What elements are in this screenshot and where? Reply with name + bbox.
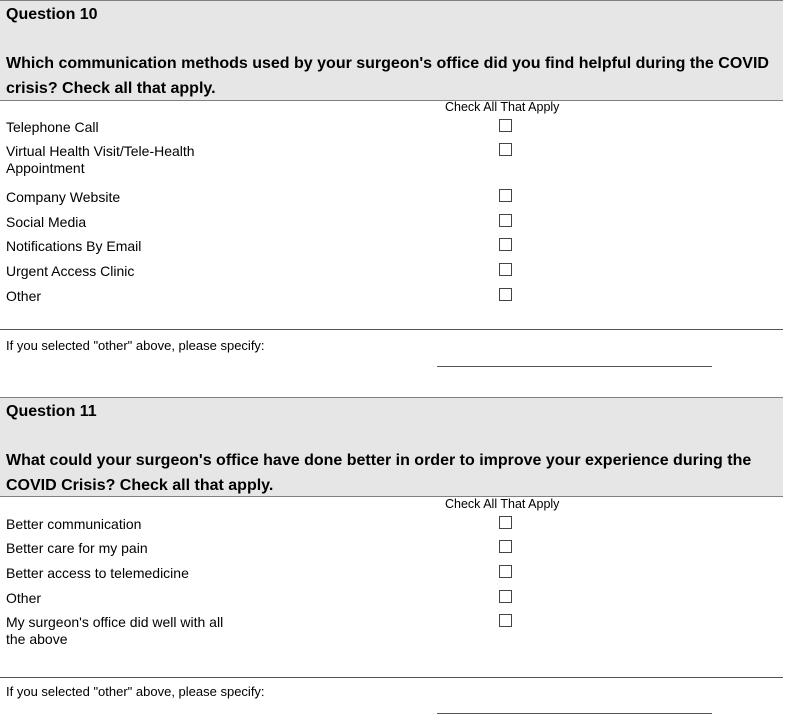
q11-header (0, 397, 783, 497)
q10-option-label: Other (6, 288, 42, 304)
q11-specify-input[interactable] (437, 713, 712, 714)
q10-specify-label: If you selected "other" above, please specify: (6, 338, 265, 353)
q10-divider (0, 329, 783, 330)
q11-divider (0, 677, 783, 678)
q10-checkbox-telephone-call[interactable] (499, 119, 512, 132)
q10-checkbox-social-media[interactable] (499, 214, 512, 227)
q11-number: Question 11 (6, 403, 97, 420)
q10-option-label: Telephone Call (6, 119, 99, 135)
q10-option-label: Notifications By Email (6, 238, 142, 254)
q11-checkbox-other[interactable] (499, 590, 512, 603)
q10-column-header: Check All That Apply (445, 100, 560, 114)
q11-checkbox-better-access-telemedicine[interactable] (499, 565, 512, 578)
q10-specify-input[interactable] (437, 366, 712, 367)
q11-option-label: Better communication (6, 516, 142, 532)
q10-checkbox-company-website[interactable] (499, 189, 512, 202)
q11-column-header: Check All That Apply (445, 497, 560, 511)
q11-option-label: My surgeon's office did well with all the above (6, 614, 224, 647)
q10-option-label: Social Media (6, 214, 87, 230)
q10-option-label: Company Website (6, 189, 121, 205)
q11-checkbox-did-well[interactable] (499, 614, 512, 627)
q11-option-label: Better access to telemedicine (6, 565, 189, 581)
q10-checkbox-virtual-health-visit[interactable] (499, 143, 512, 156)
q10-text: Which communication methods used by your surgeon's office did you find helpful during the COVID crisis? Check all that apply. (6, 55, 769, 97)
q11-option-label: Better care for my pain (6, 540, 148, 556)
q11-specify-label: If you selected "other" above, please specify: (6, 684, 265, 699)
q10-checkbox-notifications-by-email[interactable] (499, 238, 512, 251)
q11-checkbox-better-care-for-pain[interactable] (499, 540, 512, 553)
q11-text: What could your surgeon's office have done better in order to improve your experience during the COVID Crisis? Check all that apply. (6, 452, 752, 494)
q11-checkbox-better-communication[interactable] (499, 516, 512, 529)
q10-checkbox-other[interactable] (499, 288, 512, 301)
q10-number: Question 10 (6, 6, 98, 23)
q10-option-label: Urgent Access Clinic (6, 263, 135, 279)
q10-header (0, 0, 783, 101)
q11-option-label: Other (6, 590, 42, 606)
q10-option-label: Virtual Health Visit/Tele-Health Appointment (6, 143, 195, 176)
q10-checkbox-urgent-access-clinic[interactable] (499, 263, 512, 276)
